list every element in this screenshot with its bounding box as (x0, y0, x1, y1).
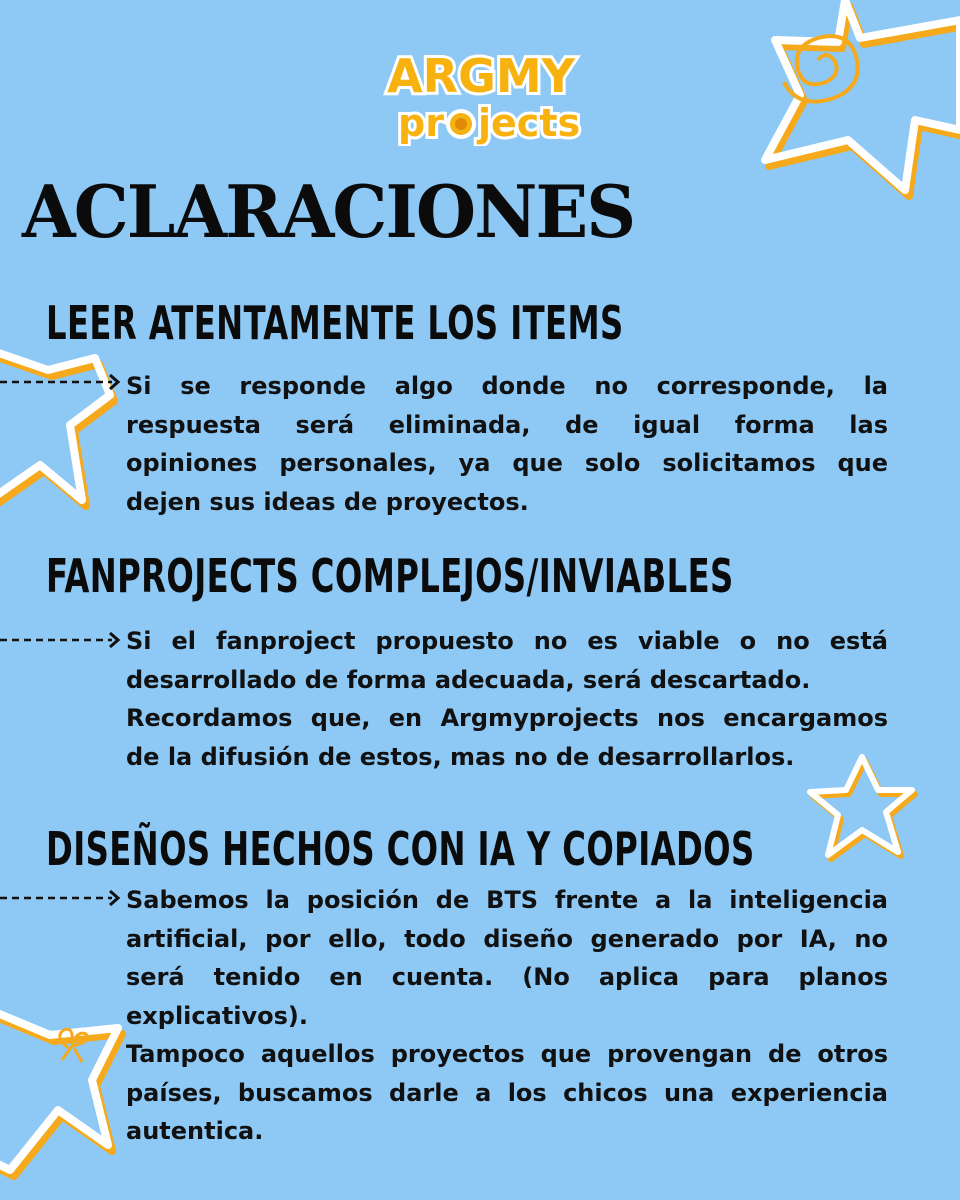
paragraph-line: será tenido en cuenta. (No aplica para planos (126, 963, 888, 991)
section-paragraph (126, 881, 888, 1151)
paragraph-line: artificial, por ello, todo diseño generado por IA, no (126, 924, 888, 953)
section-heading: FANPROJECTS COMPLEJOS/INVIABLES (46, 549, 734, 603)
section-heading: DISEÑOS HECHOS CON IA Y COPIADOS (46, 822, 755, 876)
paragraph-line: Sabemos la posición de BTS frente a la inteligencia (126, 886, 888, 914)
page-title: ACLARACIONES (22, 169, 635, 254)
section-paragraph (126, 622, 888, 776)
section-paragraph (126, 367, 888, 521)
paragraph-line: autentica. (126, 1117, 264, 1145)
dashed-arrow-icon (0, 372, 124, 392)
dashed-arrow-icon (0, 630, 124, 650)
section-heading: LEER ATENTAMENTE LOS ITEMS (46, 296, 624, 350)
logo (378, 48, 584, 146)
paragraph-line: Tampoco aquellos proyectos que provengan de otros (126, 1040, 888, 1068)
paragraph-line: Si se responde algo donde no corresponde, la (126, 372, 888, 400)
star-icon (765, 0, 960, 196)
paragraph-line: dejen sus ideas de proyectos. (126, 487, 529, 516)
dashed-arrow-icon (0, 888, 124, 908)
paragraph-line: opiniones personales, ya que solo solicitamos que (126, 449, 888, 477)
sun-icon (446, 109, 476, 139)
logo-line1: ARGMY (387, 49, 575, 103)
logo-line2-a: pr (398, 101, 444, 145)
paragraph-line: de la difusión de estos, mas no de desarrollarlos. (126, 742, 795, 771)
paragraph-line: Recordamos que, en Argmyprojects nos encargamos (126, 704, 888, 732)
paragraph-line: desarrollado de forma adecuada, será descartado. (126, 665, 811, 694)
paragraph-line: explicativos). (126, 1001, 309, 1030)
paragraph-line: países, buscamos darle a los chicos una experiencia (126, 1078, 888, 1107)
logo-line2-b: jects (478, 101, 581, 145)
paragraph-line: respuesta será eliminada, de igual forma las (126, 410, 888, 439)
paragraph-line: Si el fanproject propuesto no es viable o no está (126, 627, 888, 655)
